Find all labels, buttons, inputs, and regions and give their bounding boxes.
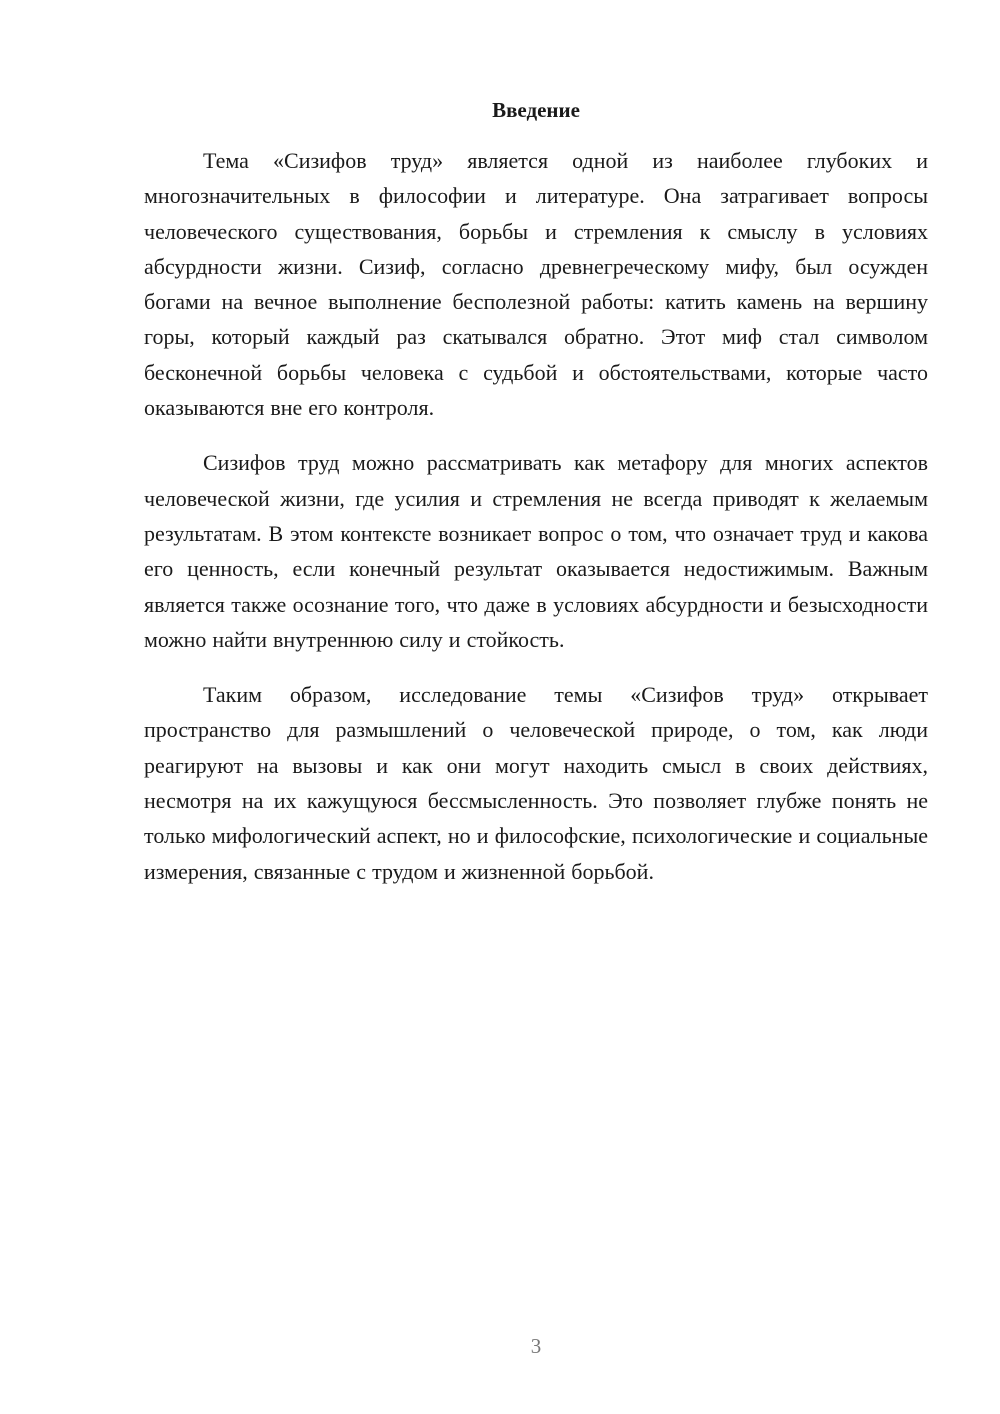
paragraph-3: Таким образом, исследование темы «Сизифов труд» открывает пространство для размышлений о человеческой природе, о том, как люди реагируют на вызовы и как они могут находить смысл в своих действиях, несмотря на их кажущуюся бессмысленность. Это позволяет глубже понять не только мифологический аспект, но и философские, психологические и социальные измерения, связанные с трудом и жизненной борьбой. [144, 682, 928, 884]
paragraph-2: Сизифов труд можно рассматривать как метафору для многих аспектов человеческой жизни, где усилия и стремления не всегда приводят к желаемым результатам. В этом контексте возникает вопрос о том, что означает труд и какова его ценность, если конечный результат оказывается недостижимым. Важным является также осознание того, что даже в условиях абсурдности и безысходности можно найти внутреннюю силу и стойкость. [144, 450, 928, 652]
page-number: 3 [530, 1334, 542, 1358]
paragraph-1: Тема «Сизифов труд» является одной из наиболее глубоких и многозначительных в философии и литературе. Она затрагивает вопросы человеческого существования, борьбы и стремления к смыслу в условиях абсурдности жизни. Сизиф, согласно древнегреческому мифу, был осужден богами на вечное выполнение бесполезной работы: катить камень на вершину горы, который каждый раз скатывался обратно. Этот миф стал символом бесконечной борьбы человека с судьбой и обстоятельствами, которые часто оказываются вне его контроля. [144, 148, 928, 421]
body-text [144, 143, 928, 909]
section-heading: Введение [492, 98, 580, 122]
